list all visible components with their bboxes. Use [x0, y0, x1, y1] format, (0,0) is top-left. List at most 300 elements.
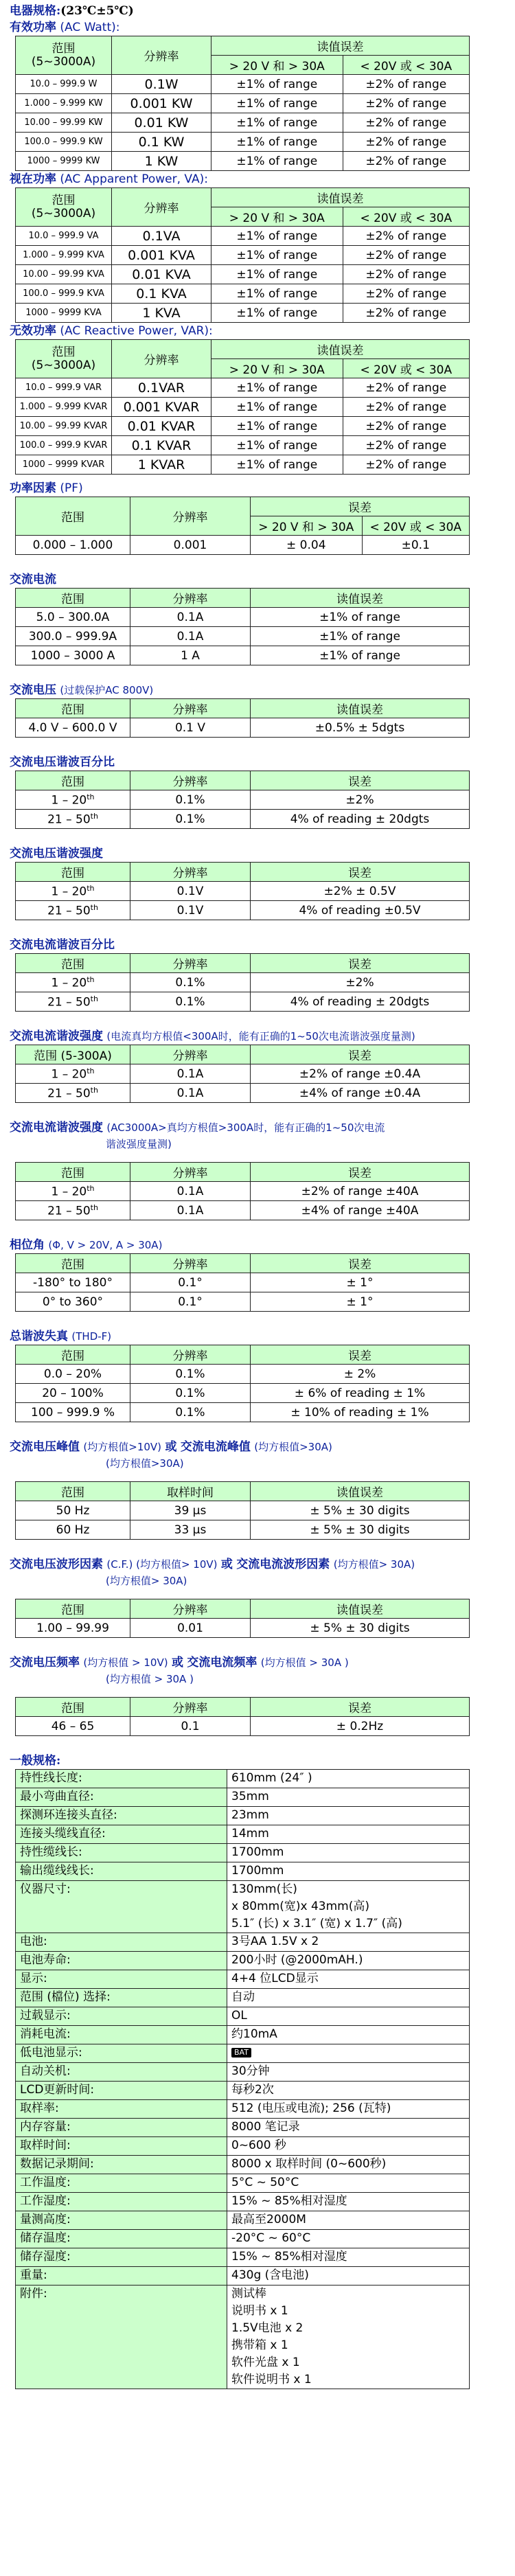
spec-value-line: 200小时 (@2000mAH.): [231, 1953, 363, 1967]
table-row: [16, 992, 470, 1012]
cell-resolution: 0.001 KVAR: [112, 398, 211, 417]
cell-error: ±0.5% ± 5dgts: [251, 718, 470, 738]
cell-range-text: 50 Hz: [56, 1503, 90, 1518]
cell-resolution: 1 KVA: [112, 304, 211, 323]
spec-row: [16, 2193, 470, 2211]
header-error: 读值误差: [251, 1482, 470, 1501]
cell-range-text: 1 – 20: [51, 1067, 87, 1082]
cell-resolution: 0.1A: [130, 1064, 251, 1084]
spec-key: 附件:: [16, 2286, 227, 2389]
header-range: [16, 340, 112, 378]
spec-row: [16, 2286, 470, 2389]
spec-value: [227, 2026, 470, 2044]
header-error: 误差: [251, 771, 470, 790]
chm-table: [15, 1045, 470, 1103]
cell-error1: ±1% of range: [211, 227, 343, 246]
cell-resolution: 0.1VA: [112, 227, 211, 246]
spec-row: [16, 2211, 470, 2230]
cell-error1: ±1% of range: [211, 398, 343, 417]
cell-range-text: 1 – 20: [51, 976, 87, 990]
spec-value: [227, 1881, 470, 1933]
cell-error1: ±1% of range: [211, 152, 343, 171]
electrical-spec-heading: [10, 3, 505, 19]
pf-title-en: (PF): [60, 481, 83, 495]
spec-key: 量测高度:: [16, 2211, 227, 2230]
spec-key: 内存容量:: [16, 2119, 227, 2137]
header-resolution: 分辨率: [130, 771, 251, 790]
cell-range-ordinal: th: [90, 902, 98, 912]
spec-value-line: 最高至2000M: [231, 2213, 306, 2226]
table-row: [16, 1717, 470, 1736]
spec-value: [227, 1770, 470, 1788]
cell-resolution: 0.1A: [130, 627, 251, 646]
cell-range: [16, 718, 130, 738]
peak-or: 或: [165, 1440, 177, 1454]
spec-value: [227, 2100, 470, 2119]
header-row: [16, 1045, 470, 1064]
spec-value-line: 430g (含电池): [231, 2268, 309, 2282]
table-row: [16, 246, 470, 265]
vhm-section: [10, 845, 505, 920]
cell-error2: ±2% of range: [343, 304, 469, 323]
spec-row: [16, 1952, 470, 1970]
table-row: [16, 810, 470, 829]
cell-resolution: 0.1V: [130, 882, 251, 901]
cell-resolution: 33 μs: [130, 1520, 251, 1540]
cell-error: 4% of reading ± 20dgts: [251, 992, 470, 1012]
header-row: [16, 188, 470, 207]
cf-subtitle-1: (C.F.) (均方根值> 10V): [106, 1558, 218, 1571]
spec-value: [227, 2248, 470, 2267]
cell-error1: ±1% of range: [211, 378, 343, 398]
cf-or: 或: [220, 1558, 233, 1571]
cell-range: [16, 1501, 130, 1520]
cell-range: [16, 1619, 130, 1638]
cell-range-ordinal: th: [87, 792, 95, 801]
spec-row: [16, 1788, 470, 1807]
spec-value-line: 测试棒: [231, 2287, 266, 2301]
cell-error: ±4% of range ±0.4A: [251, 1084, 470, 1103]
cell-error: 4% of reading ±0.5V: [251, 901, 470, 920]
peak-subtitle-1: (均方根值>10V): [83, 1441, 162, 1453]
header-cond1: > 20 V 和 > 30A: [211, 207, 343, 227]
peak-title-2: 交流电流峰值: [180, 1440, 251, 1454]
aca-title: 交流电流: [10, 573, 56, 586]
cell-error2: ±2% of range: [343, 455, 469, 475]
cell-range-ordinal: th: [90, 1085, 98, 1095]
cell-range: 10.00 – 99.99 KVAR: [16, 417, 112, 436]
cell-range-text: 1 – 20: [51, 1185, 87, 1199]
cell-range-ordinal: th: [87, 883, 95, 893]
table-row: [16, 304, 470, 323]
freq-subtitle-1: (均方根值 > 10V): [83, 1656, 168, 1669]
cell-range: 1000 – 9999 KVA: [16, 304, 112, 323]
cell-error: ± 1°: [251, 1273, 470, 1292]
header-row: [16, 1698, 470, 1717]
table-row: [16, 455, 470, 475]
header-row: [16, 954, 470, 973]
spec-row: [16, 2137, 470, 2156]
header-range: 范围: [16, 1163, 130, 1182]
header-range: 范围: [16, 497, 130, 536]
spec-row: [16, 2007, 470, 2026]
cell-range: 100.0 – 999.9 KW: [16, 133, 112, 152]
watt-section: [10, 19, 505, 171]
spec-value: [227, 2286, 470, 2389]
spec-key: 持性线长度:: [16, 1770, 227, 1788]
cell-resolution: 0.1%: [130, 1365, 251, 1384]
table-row: [16, 227, 470, 246]
cell-error1: ±1% of range: [211, 436, 343, 455]
cell-range-text: 21 – 50: [47, 904, 91, 918]
cell-error: ±2%: [251, 973, 470, 992]
spec-key: 低电池显示:: [16, 2044, 227, 2063]
header-resolution: 分辨率: [130, 699, 251, 718]
header-range: 范围: [16, 1254, 130, 1273]
cell-resolution: 0.1A: [130, 1201, 251, 1220]
header-error: 读值误差: [251, 589, 470, 608]
cell-range-ordinal: th: [90, 1202, 98, 1212]
cell-range: 10.00 – 99.99 KW: [16, 113, 112, 133]
cell-range-text: 4.0 V – 600.0 V: [28, 720, 117, 735]
spec-value: [227, 1970, 470, 1989]
cell-range-text: 1 – 20: [51, 885, 87, 899]
spec-value-line: 23mm: [231, 1808, 269, 1822]
cell-range: [16, 992, 130, 1012]
header-resolution: 分辨率: [130, 954, 251, 973]
spec-key: 工作湿度:: [16, 2193, 227, 2211]
cell-resolution: 0.1A: [130, 608, 251, 627]
table-row: [16, 1403, 470, 1422]
spec-key: LCD更新时间:: [16, 2082, 227, 2100]
va-title: 视在功率: [10, 172, 56, 186]
cell-range-text: 46 – 65: [51, 1719, 95, 1733]
spec-value: [227, 2137, 470, 2156]
cell-resolution: 0.001 KW: [112, 94, 211, 113]
header-resolution: 分辨率: [130, 1254, 251, 1273]
cell-error: ±2% of range ±0.4A: [251, 1064, 470, 1084]
cell-range-text: 1000 – 3000 A: [30, 648, 115, 663]
header-row: [16, 863, 470, 882]
cell-range: [16, 901, 130, 920]
watt-title-en: (AC Watt):: [60, 21, 120, 34]
header-range-sub: (5~3000A): [31, 206, 96, 220]
header-resolution: 分辨率: [130, 497, 251, 536]
spec-value-line: 0~600 秒: [231, 2139, 286, 2152]
aca-table: [15, 588, 470, 665]
cell-range: [16, 1403, 130, 1422]
cell-resolution: 0.1%: [130, 1384, 251, 1403]
cell-error: ±4% of range ±40A: [251, 1201, 470, 1220]
header-row: [16, 1482, 470, 1501]
header-cond1: > 20 V 和 > 30A: [211, 359, 343, 378]
chp-table: [15, 953, 470, 1012]
cell-error: ± 0.2Hz: [251, 1717, 470, 1736]
acv-subtitle: (过载保护AC 800V): [60, 684, 154, 696]
spec-value-line: 30分钟: [231, 2064, 270, 2078]
spec-value: [227, 2119, 470, 2137]
freq-table: [15, 1697, 470, 1736]
cell-error1: ±1% of range: [211, 113, 343, 133]
freq-subtitle-2: (均方根值 > 30A ): [260, 1656, 349, 1669]
spec-row: [16, 1770, 470, 1788]
cell-resolution: 0.1%: [130, 992, 251, 1012]
table-row: [16, 284, 470, 304]
var-section: [10, 323, 505, 475]
cell-error2: ±2% of range: [343, 265, 469, 284]
cell-error2: ±2% of range: [343, 398, 469, 417]
cell-resolution: 0.1%: [130, 1403, 251, 1422]
acv-title: 交流电压: [10, 683, 56, 697]
cell-resolution: 0.1A: [130, 1084, 251, 1103]
cell-range-text: 21 – 50: [47, 812, 91, 827]
spec-row: [16, 2267, 470, 2286]
chm3-table: [15, 1162, 470, 1220]
cell-range: 1000 – 9999 KVAR: [16, 455, 112, 475]
header-range-sub: (5~3000A): [31, 358, 96, 372]
spec-value-line: 512 (电压或电流); 256 (瓦特): [231, 2101, 391, 2115]
spec-key: 探测环连接头直径:: [16, 1807, 227, 1825]
spec-row: [16, 1862, 470, 1881]
spec-value-line: 自动: [231, 1990, 255, 2004]
general-spec-section: [10, 1753, 505, 2389]
spec-key: 数据记录期间:: [16, 2156, 227, 2174]
spec-value-line: 130mm(长): [231, 1882, 297, 1896]
header-resolution: 分辨率: [130, 589, 251, 608]
cell-error: ±2%: [251, 790, 470, 810]
cell-error2: ±2% of range: [343, 133, 469, 152]
chm3-title: 交流电流谐波强度: [10, 1121, 103, 1135]
table-row: [16, 1619, 470, 1638]
pf-table: [15, 497, 470, 555]
table-row: [16, 718, 470, 738]
cell-resolution: 0.001 KVA: [112, 246, 211, 265]
cell-error: ± 1°: [251, 1292, 470, 1312]
header-error: 误差: [251, 1345, 470, 1365]
cell-resolution: 0.1%: [130, 810, 251, 829]
spec-key: 最小弯曲直径:: [16, 1788, 227, 1807]
cell-range: [16, 608, 130, 627]
spec-key: 自动关机:: [16, 2063, 227, 2082]
chm3-section: [10, 1119, 505, 1220]
spec-value-line: 软件说明书 x 1: [231, 2373, 312, 2386]
header-row: [16, 589, 470, 608]
header-range: [16, 188, 112, 227]
spec-key: 消耗电流:: [16, 2026, 227, 2044]
cell-range: [16, 790, 130, 810]
spec-row: [16, 2026, 470, 2044]
cell-error1: ±1% of range: [211, 94, 343, 113]
spec-value: [227, 2063, 470, 2082]
cf-title-2: 交流电流波形因素: [236, 1558, 330, 1571]
table-row: [16, 152, 470, 171]
table-row: [16, 1273, 470, 1292]
cell-range: [16, 1365, 130, 1384]
header-row: [16, 771, 470, 790]
cell-resolution: 1 A: [130, 646, 251, 665]
phase-section: [10, 1237, 505, 1312]
cell-range-text: 0.0 – 20%: [43, 1367, 102, 1381]
cell-resolution: 39 μs: [130, 1501, 251, 1520]
chm-section: [10, 1028, 505, 1103]
phase-subtitle: (Φ, V > 20V, A > 30A): [48, 1239, 163, 1251]
vhm-title: 交流电压谐波强度: [10, 847, 103, 860]
header-resolution: 分辨率: [112, 188, 211, 227]
cell-range: [16, 1717, 130, 1736]
cell-error: ± 2%: [251, 1365, 470, 1384]
cell-range: [16, 1084, 130, 1103]
spec-row: [16, 1807, 470, 1825]
freq-or: 或: [171, 1656, 183, 1669]
table-row: [16, 1365, 470, 1384]
header-error: 读值误差: [211, 36, 470, 56]
spec-value-line: 15% ~ 85%相对湿度: [231, 2194, 347, 2208]
spec-key: 储存温度:: [16, 2230, 227, 2248]
spec-value-line: 3号AA 1.5V x 2: [231, 1935, 319, 1948]
header-error: 误差: [251, 954, 470, 973]
table-row: [16, 113, 470, 133]
cell-resolution: 0.1VAR: [112, 378, 211, 398]
freq-title-1: 交流电压频率: [10, 1656, 80, 1669]
header-range: 范围 (5-300A): [16, 1045, 130, 1064]
cell-range-ordinal: th: [87, 974, 95, 984]
spec-value: [227, 1862, 470, 1881]
cell-error1: ±1% of range: [211, 417, 343, 436]
cell-range: 1.000 – 9.999 KVA: [16, 246, 112, 265]
chp-title: 交流电流谐波百分比: [10, 938, 115, 952]
spec-key: 取样时间:: [16, 2137, 227, 2156]
spec-key: 取样率:: [16, 2100, 227, 2119]
header-resolution: 分辨率: [130, 1345, 251, 1365]
header-resolution: 取样时间: [130, 1482, 251, 1501]
table-row: [16, 265, 470, 284]
cell-error1: ±1% of range: [211, 304, 343, 323]
vhp-title: 交流电压谐波百分比: [10, 755, 115, 769]
header-row: [16, 36, 470, 56]
spec-row: [16, 2082, 470, 2100]
spec-row: [16, 1933, 470, 1952]
freq-title-2: 交流电流频率: [187, 1656, 258, 1669]
cell-resolution: 0.1%: [130, 790, 251, 810]
table-row: [16, 75, 470, 94]
vhp-table: [15, 771, 470, 829]
header-cond2: < 20V 或 < 30A: [343, 359, 469, 378]
table-row: [16, 436, 470, 455]
cell-error: ± 10% of reading ± 1%: [251, 1403, 470, 1422]
header-row: [16, 699, 470, 718]
spec-row: [16, 2230, 470, 2248]
header-range: 范围: [16, 589, 130, 608]
cf-title-1: 交流电压波形因素: [10, 1558, 103, 1571]
table-row: [16, 1182, 470, 1201]
cell-resolution: 0.1%: [130, 973, 251, 992]
chm-title: 交流电流谐波强度: [10, 1029, 103, 1043]
spec-value: [227, 2007, 470, 2026]
chp-section: [10, 937, 505, 1012]
header-error: 读值误差: [211, 340, 470, 359]
table-row: [16, 646, 470, 665]
cell-range-ordinal: th: [90, 994, 98, 1003]
chm3-subtitle: (AC3000A>真均方根值>300A时，能有正确的1~50次电流: [106, 1121, 385, 1134]
header-resolution: 分辨率: [112, 340, 211, 378]
peak-table: [15, 1481, 470, 1540]
spec-value-line: 5.1″ (长) x 3.1″ (宽) x 1.7″ (高): [231, 1917, 402, 1930]
va-title-en: (AC Apparent Power, VA):: [60, 172, 208, 186]
header-row: [16, 340, 470, 359]
general-spec-title: 一般规格:: [10, 1754, 61, 1768]
spec-value-line: 610mm (24″ ): [231, 1771, 312, 1785]
cell-range: 1000 – 9999 KW: [16, 152, 112, 171]
va-section: [10, 171, 505, 323]
cell-error: ±1% of range: [251, 608, 470, 627]
cell-error: ± 5% ± 30 digits: [251, 1501, 470, 1520]
spec-key: 电池:: [16, 1933, 227, 1952]
spec-row: [16, 1844, 470, 1862]
spec-value-line: x 80mm(宽)x 43mm(高): [231, 1900, 369, 1913]
spec-row: [16, 2174, 470, 2193]
table-row: [16, 973, 470, 992]
general-spec-table: [15, 1769, 470, 2389]
header-error: 误差: [251, 1698, 470, 1717]
vhp-section: [10, 754, 505, 829]
cell-resolution: 0.1: [130, 1717, 251, 1736]
header-error: 读值误差: [251, 699, 470, 718]
cell-range-text: 1 – 20: [51, 793, 87, 808]
table-row: [16, 1384, 470, 1403]
spec-value-line: 约10mA: [231, 2027, 277, 2041]
header-range: 范围: [16, 1599, 130, 1619]
spec-value: [227, 2193, 470, 2211]
var-title: 无效功率: [10, 324, 56, 338]
peak-section: [10, 1439, 505, 1540]
header-error: 误差: [251, 497, 470, 516]
header-range-label: 范围: [52, 193, 76, 207]
table-row: [16, 1201, 470, 1220]
acv-table: [15, 698, 470, 738]
spec-value-line: 35mm: [231, 1790, 269, 1803]
acv-section: [10, 682, 505, 738]
cell-error1: ±1% of range: [211, 455, 343, 475]
header-range: 范围: [16, 954, 130, 973]
peak-subtitle-cont: (均方根值>30A): [106, 1457, 184, 1470]
cell-range-text: 100 – 999.9 %: [31, 1405, 115, 1420]
spec-value-line: 1.5V电池 x 2: [231, 2321, 304, 2335]
cell-range-text: 60 Hz: [56, 1523, 90, 1537]
cell-resolution: 0.1°: [130, 1273, 251, 1292]
spec-value: [227, 1825, 470, 1844]
cell-range-text: 0° to 360°: [42, 1295, 104, 1309]
cell-error2: ±2% of range: [343, 75, 469, 94]
spec-value-line: 软件光盘 x 1: [231, 2356, 300, 2369]
cell-range: 10.0 – 999.9 W: [16, 75, 112, 94]
spec-value: [227, 1807, 470, 1825]
cell-range: 10.0 – 999.9 VAR: [16, 378, 112, 398]
cell-range: [16, 627, 130, 646]
table-row: [16, 378, 470, 398]
cell-error: ±2% of range ±40A: [251, 1182, 470, 1201]
cell-error: ± 6% of reading ± 1%: [251, 1384, 470, 1403]
spec-key: 输出缆线线长:: [16, 1862, 227, 1881]
cell-error2: ±2% of range: [343, 284, 469, 304]
table-row: 0.000 – 1.000 0.001 ± 0.04 ±0.1: [16, 536, 470, 555]
cell-error: ± 5% ± 30 digits: [251, 1619, 470, 1638]
spec-row: [16, 2044, 470, 2063]
header-row: [16, 1599, 470, 1619]
cell-error2: ±2% of range: [343, 378, 469, 398]
cell-range-text: -180° to 180°: [33, 1275, 113, 1290]
cell-resolution: 1 KVAR: [112, 455, 211, 475]
cell-resolution: 0.01: [130, 1619, 251, 1638]
